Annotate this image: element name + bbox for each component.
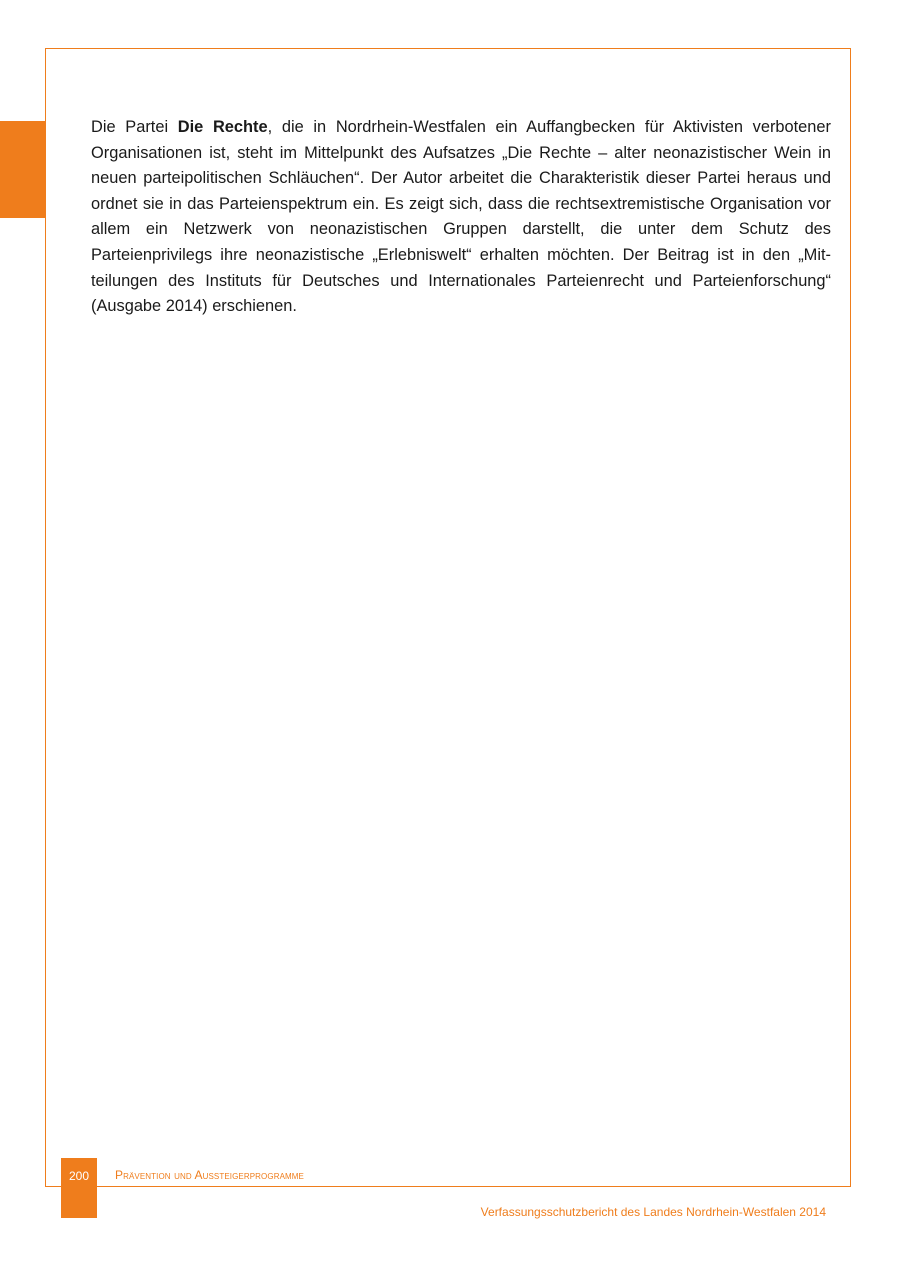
page-number-box xyxy=(61,1158,97,1218)
party-name: Die Rechte xyxy=(177,118,268,136)
page-number: 200 xyxy=(68,1169,90,1183)
chapter-side-tab xyxy=(0,121,46,218)
body-paragraph xyxy=(91,115,831,320)
section-title: Prävention und Aussteigerprogramme xyxy=(115,1168,304,1182)
report-title: Verfassungsschutzbericht des Landes Nordrhein-Westfalen 2014 xyxy=(480,1205,826,1219)
body-rest: , die in Nordrhein-Westfalen ein Auffangbecken für Aktivisten verbotener Organisationen ist, steht im Mittelpunkt des Aufsatzes „Die Rechte – alter neonazistischer Wein in neuen parteipolitischen Schläuchen“. Der Autor arbeitet die Charakteristik dieser Partei heraus und ordnet sie in das Parteienspektrum ein. Es zeigt sich, dass die rechtsextremistische Organisation vor allem ein Netzwerk von neonazistischen Gruppen darstellt, die unter dem Schutz des Parteienprivilegs ihre neonazistische „Erlebniswelt“ erhalten möchten. Der Beitrag ist in den „Mitteilungen des Instituts für Deutsches und Internationales Parteienrecht und Parteienforschung“ (Ausgabe 2014) erschienen. xyxy=(91,118,831,316)
body-intro: Die Partei xyxy=(91,118,178,136)
